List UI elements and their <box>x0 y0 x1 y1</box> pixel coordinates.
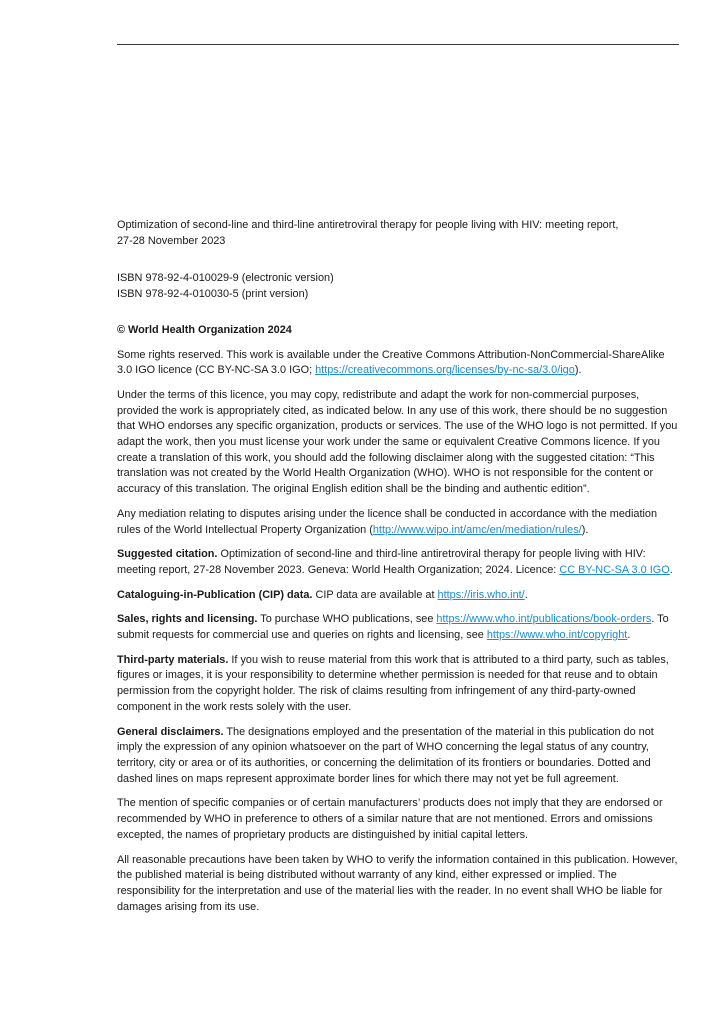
copyright-notice: © World Health Organization 2024 <box>117 323 292 336</box>
sales-paragraph: Sales, rights and licensing. To purchase WHO publications, see https://www.who.int/publications/book-orders. To submit requests for commercial use and queries on rights and licensing, see https://www.who.int/copyright. <box>117 613 669 642</box>
copyright-page <box>117 218 679 924</box>
third-party-label: Third-party materials. <box>117 653 229 666</box>
cip-label: Cataloguing-in-Publication (CIP) data. <box>117 588 313 601</box>
publication-title: Optimization of second-line and third-line antiretroviral therapy for people living with HIV: meeting report, 27-28 November 2023 <box>117 219 619 247</box>
copyright-link[interactable]: https://www.who.int/copyright <box>486 629 628 642</box>
licence-link[interactable]: CC BY-NC-SA 3.0 IGO <box>559 563 670 576</box>
isbn-block <box>117 271 679 302</box>
isbn-print: ISBN 978-92-4-010030-5 (print version) <box>117 288 309 301</box>
isbn-electronic: ISBN 978-92-4-010029-9 (electronic version) <box>117 272 334 285</box>
cip-paragraph: Cataloguing-in-Publication (CIP) data. CIP data are available at https://iris.who.int/. <box>117 588 528 601</box>
terms-paragraph: Under the terms of this licence, you may copy, redistribute and adapt the work for non-commercial purposes, provided the work is appropriately cited, as indicated below. In any use of this work, there should be no suggestion that WHO endorses any specific organization, products or services. The use of the WHO logo is not permitted. If you adapt the work, then you must license your work under the same or equivalent Creative Commons licence. If you create a translation of this work, you should add the following disclaimer along with the suggested citation: “This translation was not created by the World Health Organization (WHO). WHO is not responsible for the content or accuracy of this translation. The original English edition shall be the binding and authentic edition”. <box>117 388 678 496</box>
disclaimers-label: General disclaimers. <box>117 725 224 738</box>
sales-label: Sales, rights and licensing. <box>117 613 258 626</box>
book-orders-link[interactable]: https://www.who.int/publications/book-orders <box>436 613 652 626</box>
third-party-paragraph: Third-party materials. If you wish to reuse material from this work that is attributed to a third party, such as tables, figures or images, it is your responsibility to determine whether permission is needed for that reuse and to obtain permission from the copyright holder. The risk of claims resulting from infringement of any third-party-owned component in the work rests solely with the user. <box>117 653 669 713</box>
companies-paragraph: The mention of specific companies or of certain manufacturers’ products does not imply that they are endorsed or recommended by WHO in preference to others of a similar nature that are not mentioned. Errors and omissions excepted, the names of proprietary products are distinguished by initial capital letters. <box>117 797 663 841</box>
precautions-paragraph: All reasonable precautions have been taken by WHO to verify the information contained in this publication. However, the published material is being distributed without warranty of any kind, either expressed or implied. The responsibility for the interpretation and use of the material lies with the reader. In no event shall WHO be liable for damages arising from its use. <box>117 853 678 913</box>
citation-paragraph: Suggested citation. Optimization of second-line and third-line antiretroviral therapy for people living with HIV: meeting report, 27-28 November 2023. Geneva: World Health Organization; 2024. Licence: CC BY-NC-SA 3.0 IGO. <box>117 548 673 576</box>
disclaimers-paragraph: General disclaimers. The designations employed and the presentation of the material in this publication do not imply the expression of any opinion whatsoever on the part of WHO concerning the legal status of any country, territory, city or area or of its authorities, or concerning the delimitation of its frontiers or boundaries. Dotted and dashed lines on maps represent approximate border lines for which there may not yet be full agreement. <box>117 725 654 785</box>
creative-commons-link[interactable]: https://creativecommons.org/licenses/by-nc-sa/3.0/igo <box>315 364 575 377</box>
citation-label: Suggested citation. <box>117 548 218 561</box>
header-rule <box>117 44 679 45</box>
rights-paragraph: Some rights reserved. This work is available under the Creative Commons Attribution-NonCommercial-ShareAlike 3.0 IGO licence (CC BY-NC-SA 3.0 IGO; https://creativecommons.org/licenses/by-nc-sa/3.0/igo). <box>117 348 665 377</box>
iris-link[interactable]: https://iris.who.int/ <box>437 588 525 601</box>
wipo-mediation-link[interactable]: http://www.wipo.int/amc/en/mediation/rules/ <box>372 523 582 536</box>
mediation-paragraph: Any mediation relating to disputes arising under the licence shall be conducted in accordance with the mediation rules of the World Intellectual Property Organization (http://www.wipo.int/amc/en/mediation/rules/). <box>117 507 658 536</box>
